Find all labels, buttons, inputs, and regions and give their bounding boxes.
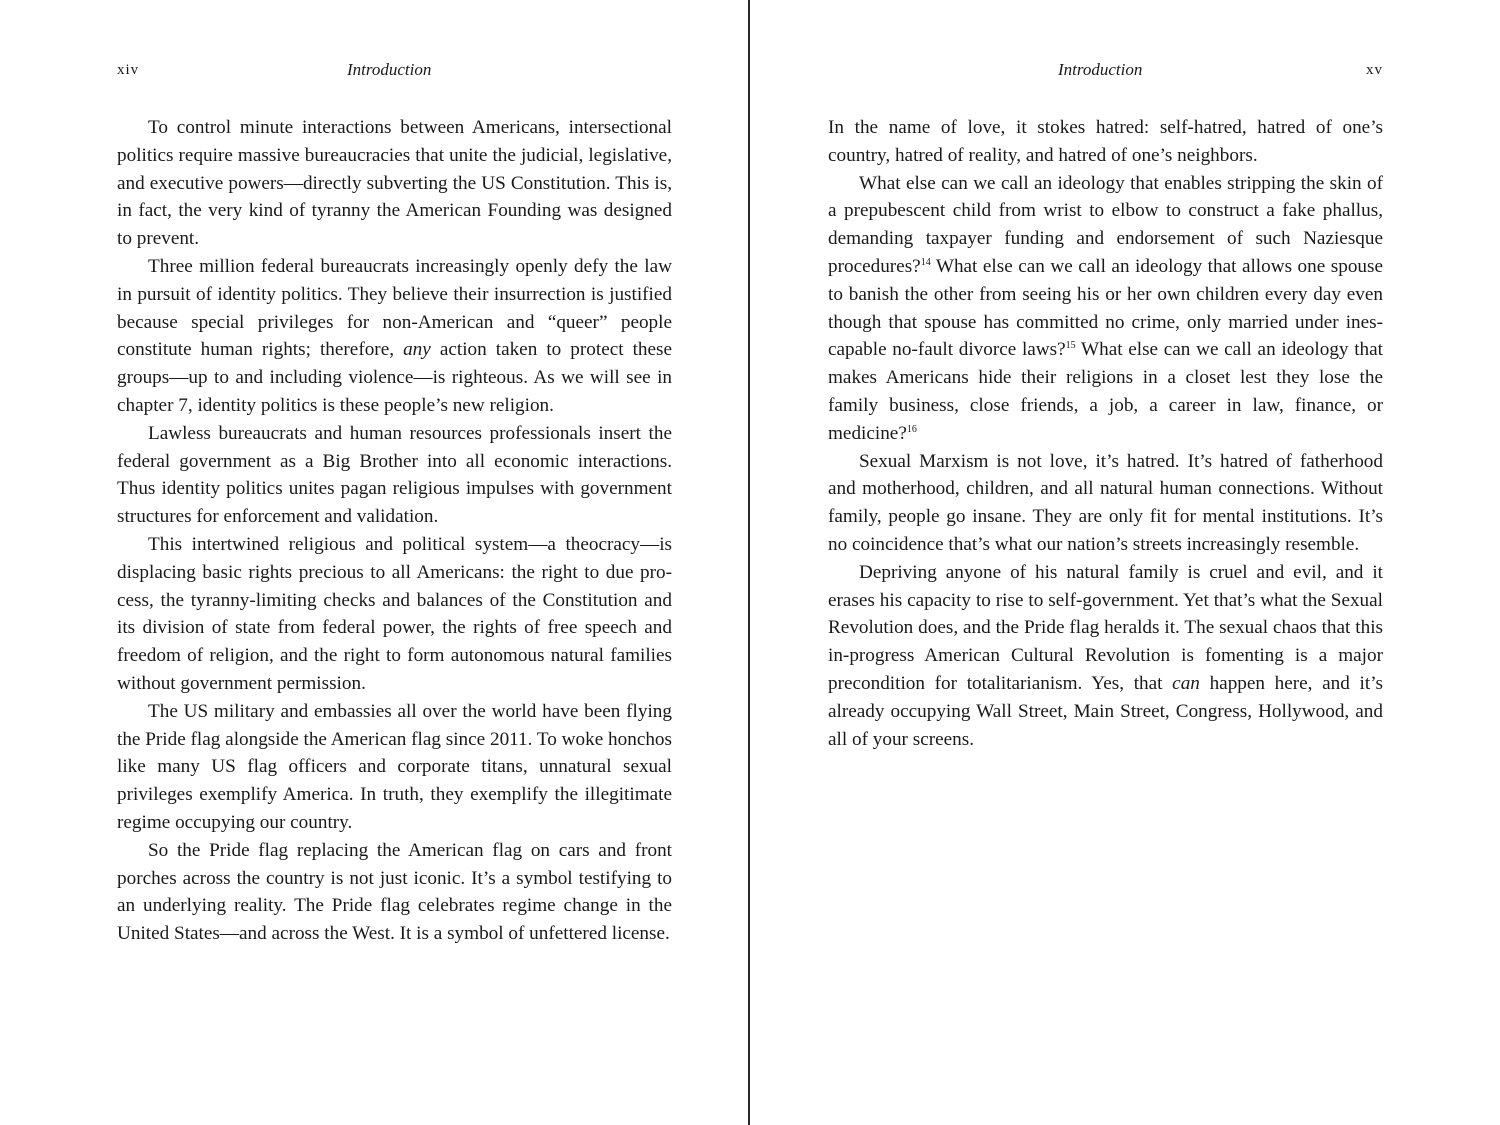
right-paragraph-1: In the name of love, it stokes hatred: self-hatred, hatred of one’s country, hatred of reality, and hatred of one’s neighbors. [828, 117, 1383, 166]
left-running-title: Introduction [347, 60, 432, 79]
left-paragraph-2-emphasis: any [403, 339, 431, 361]
right-running-head [828, 60, 1383, 86]
left-paragraph-4: This intertwined religious and political system—a theocracy—is displacing basic rights precious to all Americans: the right to due process, the tyranny-limiting checks and balances of the Constitution and its division of state from federal power, the rights of free speech and freedom of religion, and the right to form autonomous natural families without government permission. [117, 533, 672, 694]
right-paragraph-4 [828, 559, 1383, 754]
right-paragraph-2-part-a: What else can we call an ideology that enables stripping the skin of a prepubescent child from wrist to elbow to construct a fake phallus, demanding taxpayer funding and endorsement of such Naziesque procedures? [828, 172, 1383, 277]
left-paragraph-2 [117, 253, 672, 420]
right-page-number: xv [1366, 62, 1383, 78]
right-paragraph-2-part-b: What else can we call an ideology that allows one spouse to banish the other from seeing his or her own children every day even though that spouse has committed no crime, only married under inescapable no-fault divorce laws? [828, 255, 1383, 361]
footnote-ref-16[interactable]: 16 [906, 423, 917, 435]
book-gutter-line [748, 0, 750, 1125]
right-paragraph-2 [828, 170, 1383, 448]
right-paragraph-4-part-a: Depriving anyone of his natural family is cruel and evil, and it erases his capacity to rise to self-government. Yet that’s what the Sexual Revolution does, and the Pride flag heralds it. The sexual chaos that this in-progress American Cultural Revolution is fomenting is a major precondition for totalitarianism. Yes, that [828, 561, 1383, 694]
right-body-text [828, 114, 1383, 753]
left-paragraph-3: Lawless bureaucrats and human resources professionals insert the federal government as a Big Brother into all economic interactions. Thus identity politics unites pagan religious impulses with government structures for enforcement and validation. [117, 422, 672, 528]
right-paragraph-4-emphasis: can [1172, 672, 1200, 694]
right-paragraph-3: Sexual Marxism is not love, it’s hatred. It’s hatred of fatherhood and motherhood, children, and all natural human connections. Without family, people go insane. They are only fit for mental institutions. It’s no coincidence that’s what our nation’s streets increasingly resemble. [828, 450, 1383, 555]
left-body-text [117, 114, 672, 948]
left-paragraph-6: So the Pride flag replacing the American flag on cars and front porches across the country is not just iconic. It’s a symbol testifying to an underlying reality. The Pride flag celebrates regime change in the United States—and across the West. It is a symbol of unfettered license. [117, 839, 672, 945]
right-paragraph-2-part-c: What else can we call an ideology that makes Americans hide their religions in a closet lest they lose the family business, close friends, a job, a career in law, finance, or medicine? [828, 339, 1383, 444]
left-paragraph-1: To control minute interactions between Americans, intersectional politics require massive bureaucracies that unite the judicial, legislative, and executive powers—directly subverting the US Constitution. This is, in fact, the very kind of tyranny the American Founding was designed to prevent. [117, 117, 672, 250]
right-running-title: Introduction [1058, 60, 1143, 79]
right-paragraph-4-part-b: happen here, and it’s already occupying Wall Street, Main Street, Congress, Hollywood, and all of your screens. [828, 672, 1384, 750]
left-paragraph-2-part-a: Three million federal bureaucrats increasingly openly defy the law in pursuit of identity politics. They believe their insurrection is justified because special privileges for non-American and “queer” people constitute human rights; therefore, [117, 255, 672, 361]
left-page-number: xiv [117, 62, 140, 78]
left-paragraph-2-part-b: action taken to protect these groups—up to and including violence—is righteous. As we will see in chapter 7, identity politics is these people’s new religion. [117, 339, 673, 416]
footnote-ref-15[interactable]: 15 [1065, 340, 1076, 352]
left-running-head [117, 60, 672, 86]
footnote-ref-14[interactable]: 14 [920, 256, 931, 268]
left-paragraph-5: The US military and embassies all over the world have been flying the Pride flag alongside the American flag since 2011. To woke honchos like many US flag officers and corporate titans, unnatural sexual privileges exemplify America. In truth, they exemplify the illegitimate regime occupying our country. [117, 700, 672, 833]
